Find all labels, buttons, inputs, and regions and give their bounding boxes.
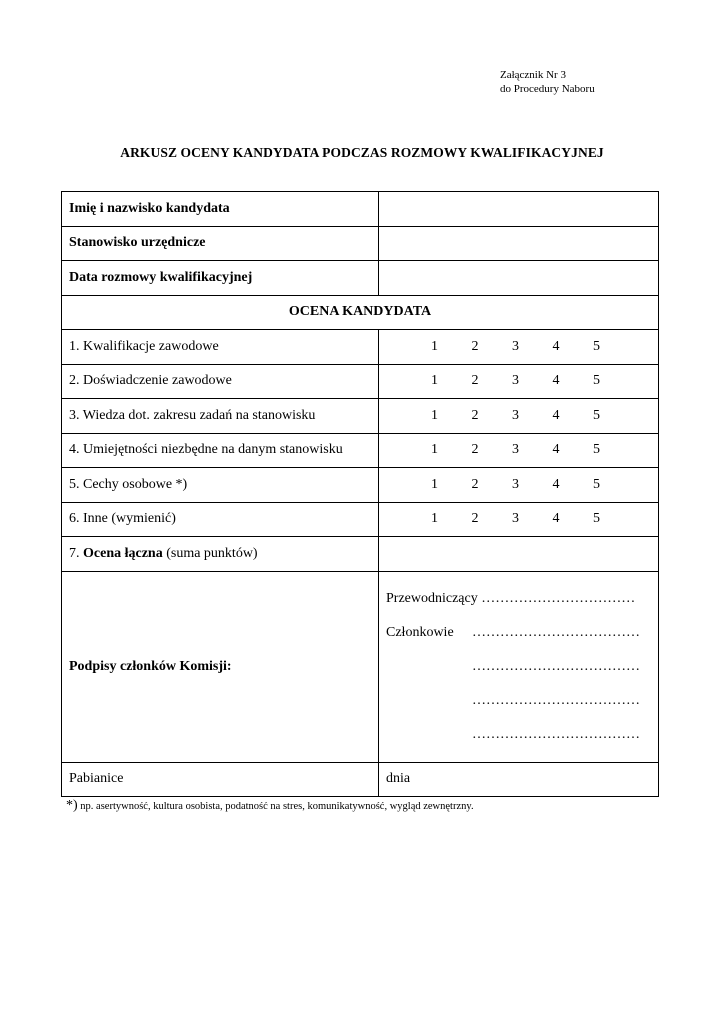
member-dots: ………………………………: [472, 658, 640, 674]
criterion-label: 4. Umiejętności niezbędne na danym stanowisku: [62, 433, 379, 468]
member-signature-line[interactable]: [386, 650, 651, 684]
criterion-label: 6. Inne (wymienić): [62, 502, 379, 537]
score-option[interactable]: 5: [593, 511, 600, 527]
total-value-field[interactable]: [379, 537, 659, 572]
info-label: Imię i nazwisko kandydata: [62, 192, 379, 227]
total-prefix: 7.: [69, 545, 83, 561]
score-option[interactable]: 1: [431, 476, 438, 492]
chair-dots: ……………………………: [481, 590, 636, 606]
place-date-row: [62, 762, 659, 797]
info-value-field[interactable]: [379, 192, 659, 227]
signatures-block: [379, 571, 659, 762]
total-bold-label: Ocena łączna: [83, 545, 163, 561]
member-signature-line[interactable]: [386, 616, 651, 650]
criterion-label: 2. Doświadczenie zawodowe: [62, 364, 379, 399]
annex-note: [500, 68, 595, 96]
score-option[interactable]: 4: [552, 338, 560, 354]
score-option[interactable]: 1: [431, 373, 438, 389]
score-option[interactable]: 5: [593, 442, 600, 458]
score-option[interactable]: 2: [471, 476, 479, 492]
member-signature-line[interactable]: [386, 684, 651, 718]
info-row: [62, 192, 659, 227]
score-option[interactable]: 3: [512, 511, 519, 527]
place-label: Pabianice: [62, 762, 379, 797]
signatures-label: Podpisy członków Komisji:: [62, 571, 379, 762]
document-title: ARKUSZ OCENY KANDYDATA PODCZAS ROZMOWY KWALIFIKACYJNEJ: [120, 145, 604, 160]
section-header: OCENA KANDYDATA: [62, 295, 659, 330]
footnote-text: np. asertywność, kultura osobista, podatność na stres, komunikatywność, wygląd zewnętrzny.: [77, 801, 474, 812]
evaluation-table: [61, 191, 659, 797]
criterion-row: [62, 433, 659, 468]
member-signature-line[interactable]: [386, 718, 651, 752]
total-row: [62, 537, 659, 572]
score-option[interactable]: 3: [512, 442, 519, 458]
score-option[interactable]: 4: [552, 407, 560, 423]
score-scale: [379, 502, 659, 537]
score-scale: [379, 468, 659, 503]
score-option[interactable]: 5: [593, 476, 600, 492]
score-option[interactable]: 2: [471, 442, 479, 458]
score-option[interactable]: 2: [471, 511, 479, 527]
criterion-row: [62, 399, 659, 434]
info-row: [62, 261, 659, 296]
score-option[interactable]: 4: [552, 476, 560, 492]
score-option[interactable]: 4: [552, 442, 560, 458]
date-field[interactable]: dnia: [379, 762, 659, 797]
score-option[interactable]: 4: [552, 511, 560, 527]
score-option[interactable]: 1: [431, 442, 438, 458]
info-value-field[interactable]: [379, 226, 659, 261]
score-option[interactable]: 1: [431, 338, 438, 354]
criterion-row: [62, 502, 659, 537]
criterion-label: 3. Wiedza dot. zakresu zadań na stanowisku: [62, 399, 379, 434]
info-row: [62, 226, 659, 261]
score-scale: [379, 364, 659, 399]
total-suffix: (suma punktów): [162, 545, 258, 561]
member-dots: ………………………………: [472, 692, 640, 708]
score-option[interactable]: 5: [593, 373, 600, 389]
annex-line-2: do Procedury Naboru: [500, 83, 595, 95]
members-label: Członkowie: [386, 624, 454, 640]
score-option[interactable]: 4: [552, 373, 560, 389]
member-dots: ………………………………: [472, 624, 640, 640]
criterion-label: 5. Cechy osobowe *): [62, 468, 379, 503]
footnote-marker: *): [66, 798, 78, 813]
score-option[interactable]: 3: [512, 373, 519, 389]
criterion-row: [62, 364, 659, 399]
section-header-row: [62, 295, 659, 330]
annex-line-1: Załącznik Nr 3: [500, 69, 566, 81]
score-option[interactable]: 5: [593, 407, 600, 423]
score-option[interactable]: 2: [471, 373, 479, 389]
chair-signature-line[interactable]: [386, 582, 651, 616]
info-value-field[interactable]: [379, 261, 659, 296]
info-label: Stanowisko urzędnicze: [62, 226, 379, 261]
chair-label: Przewodniczący: [386, 590, 478, 606]
score-option[interactable]: 3: [512, 338, 519, 354]
score-option[interactable]: 3: [512, 476, 519, 492]
score-scale: [379, 433, 659, 468]
score-option[interactable]: 3: [512, 407, 519, 423]
score-option[interactable]: 2: [471, 338, 479, 354]
criterion-row: [62, 330, 659, 365]
score-scale: [379, 330, 659, 365]
total-label: [62, 537, 379, 572]
score-option[interactable]: 1: [431, 511, 438, 527]
criterion-row: [62, 468, 659, 503]
score-option[interactable]: 5: [593, 338, 600, 354]
score-scale: [379, 399, 659, 434]
signatures-row: [62, 571, 659, 762]
score-option[interactable]: 2: [471, 407, 479, 423]
score-option[interactable]: 1: [431, 407, 438, 423]
footnote: [66, 798, 474, 814]
info-label: Data rozmowy kwalifikacyjnej: [62, 261, 379, 296]
member-dots: ………………………………: [472, 726, 640, 742]
criterion-label: 1. Kwalifikacje zawodowe: [62, 330, 379, 365]
